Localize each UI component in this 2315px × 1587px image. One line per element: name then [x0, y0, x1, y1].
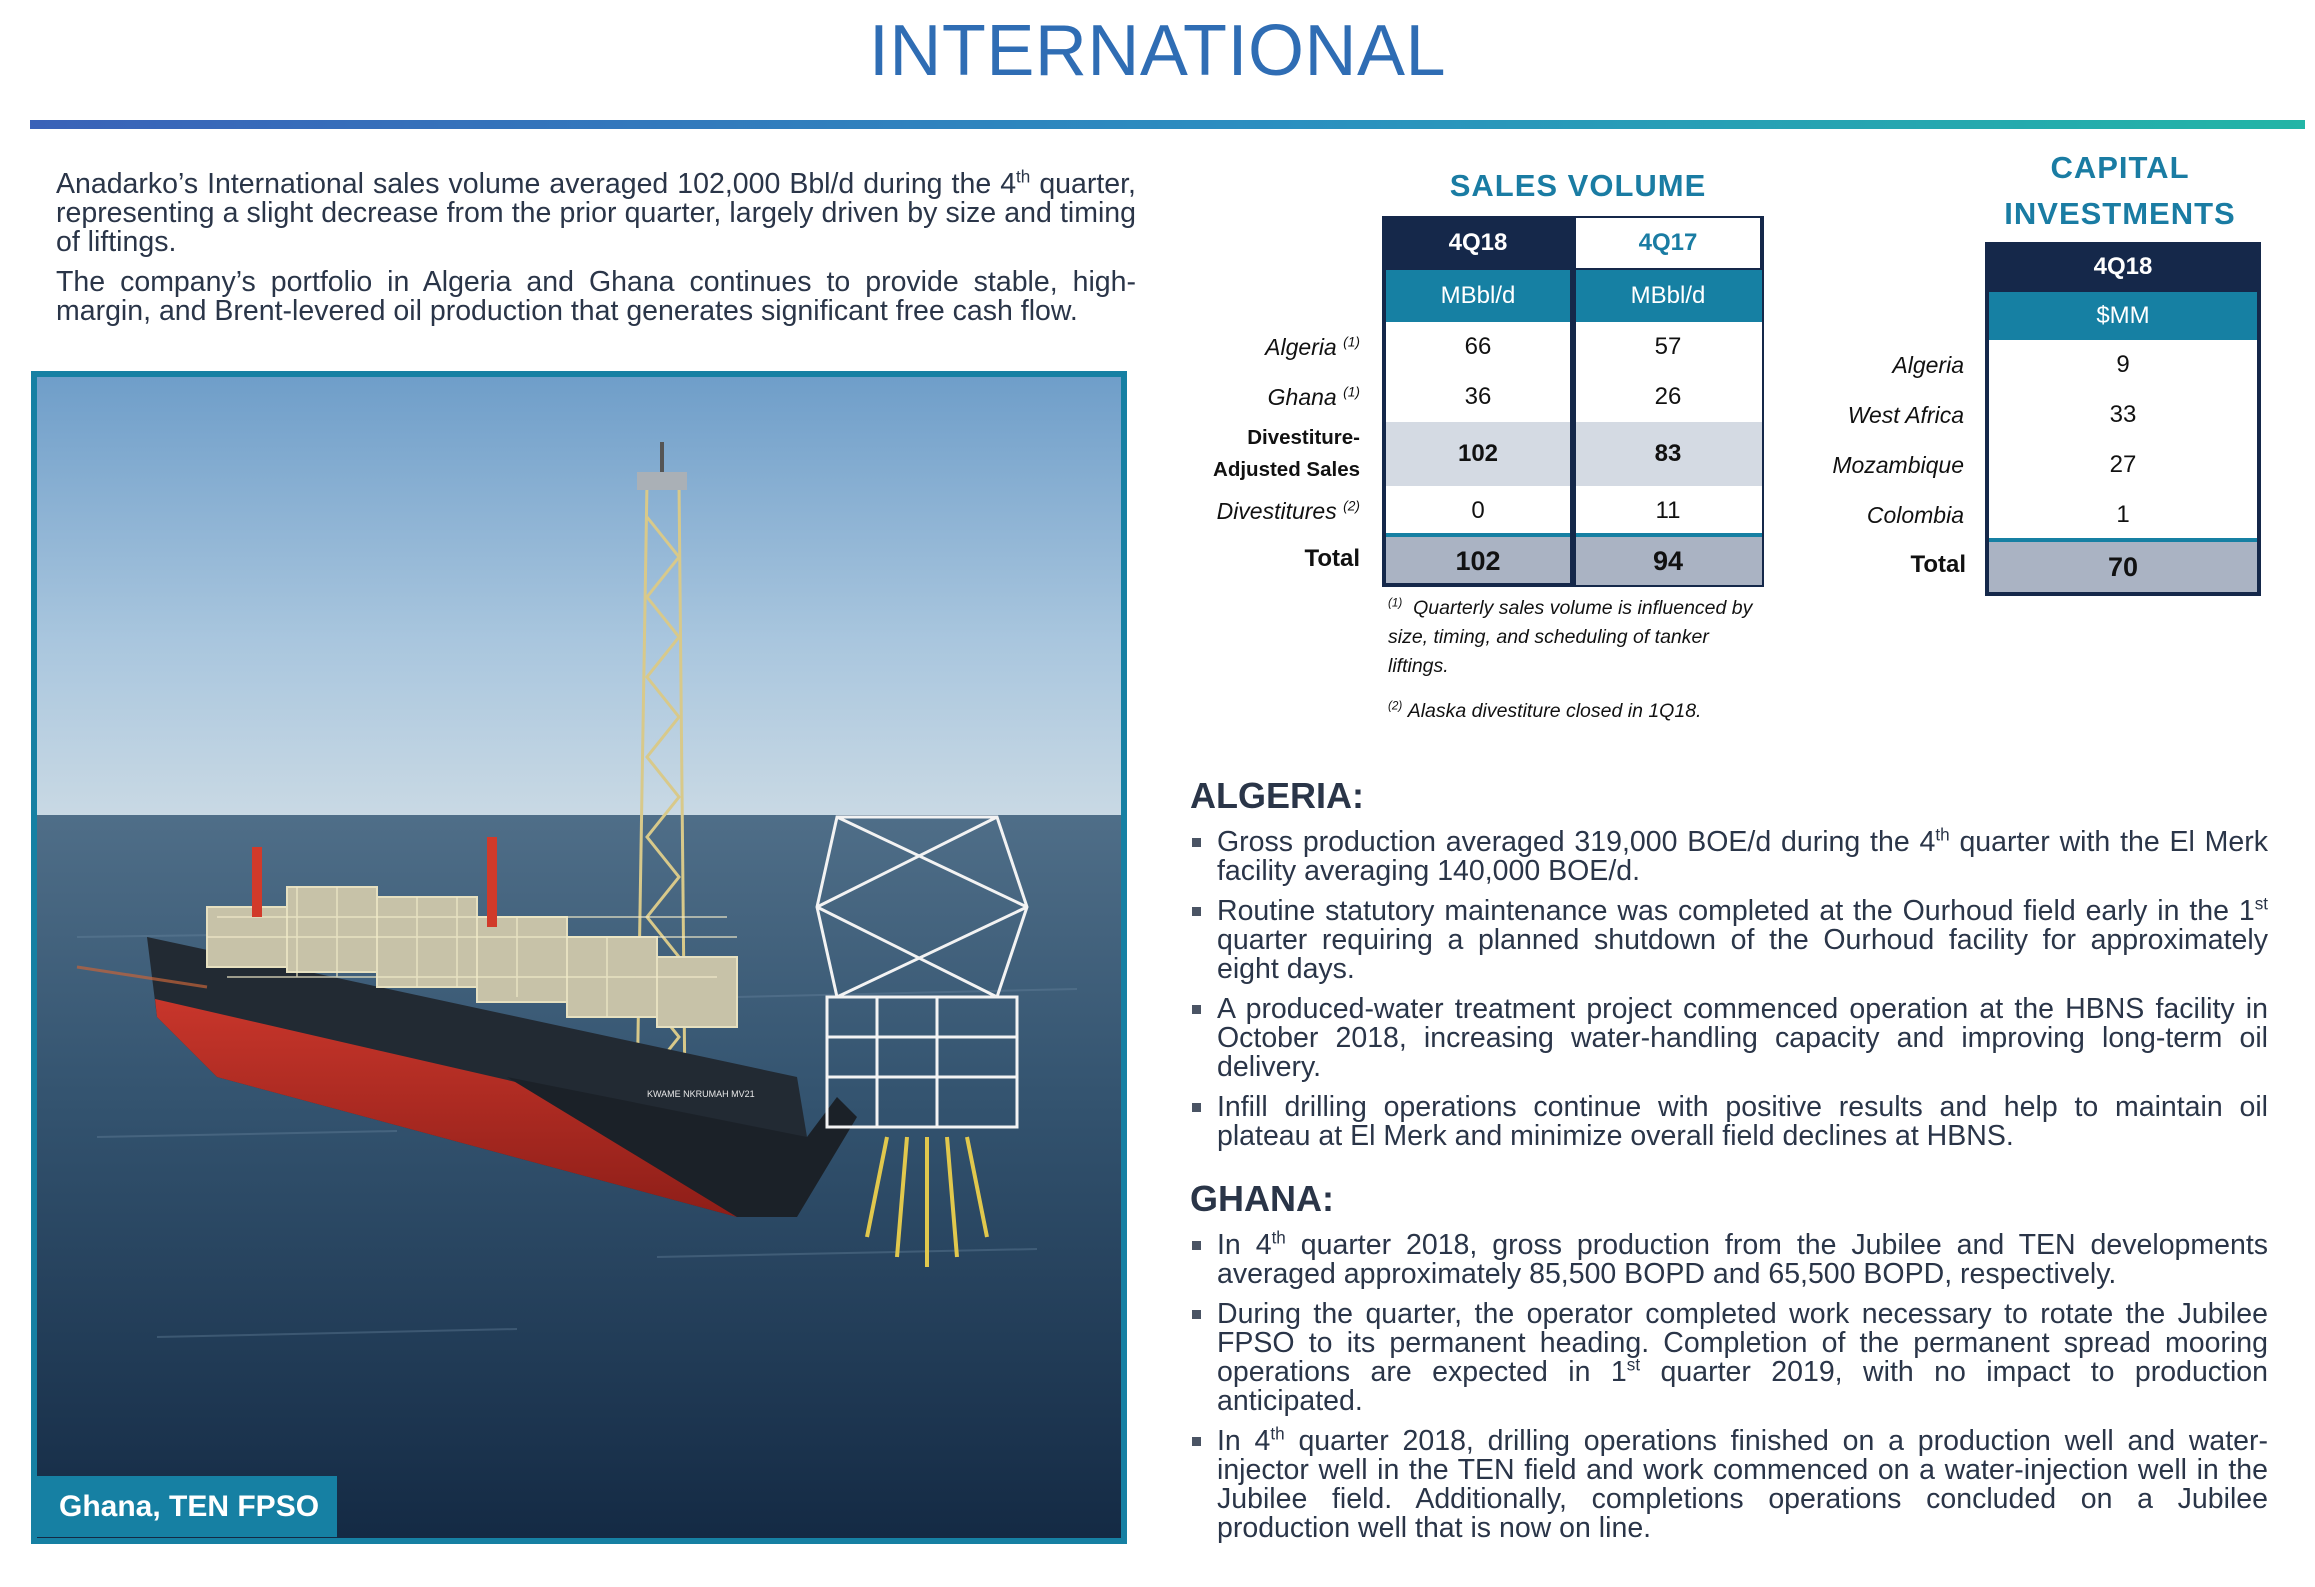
capital-total-label: Total	[1910, 551, 1966, 578]
list-item: Gross production averaged 319,000 BOE/d during the 4th quarter with the El Merk facility averaging 140,000 BOE/d.	[1190, 828, 2268, 886]
list-item: Infill drilling operations continue with positive results and help to maintain oil plateau at El Merk and minimize overall field declines at HBNS.	[1190, 1093, 2268, 1151]
capital-mozambique-value: 27	[2109, 451, 2137, 478]
sales-algeria-4q18: 66	[1464, 333, 1492, 360]
sales-col-header-4q18: 4Q18	[1384, 216, 1572, 270]
sales-total-4q18: 102	[1384, 537, 1572, 585]
list-item: In 4th quarter 2018, drilling operations finished on a production well and water-injector well in the TEN field and work commenced on a water-injection well in the Jubilee field. Additionally, completions operations concluded on a Jubilee production well that is now on line.	[1190, 1427, 2268, 1543]
sales-volume-title: SALES VOLUME	[1449, 168, 1707, 203]
capital-row-label-algeria: Algeria	[1892, 352, 1964, 378]
sales-divestitures-4q18: 0	[1471, 497, 1485, 524]
capital-row-label-west-africa: West Africa	[1847, 402, 1964, 428]
capital-row-label-colombia: Colombia	[1866, 502, 1964, 528]
sales-ghana-4q17: 26	[1654, 383, 1682, 410]
list-item: In 4th quarter 2018, gross production from the Jubilee and TEN developments averaged approximately 85,500 BOPD and 65,500 BOPD, respectively.	[1190, 1231, 2268, 1289]
capital-west-africa-value: 33	[2109, 401, 2137, 428]
sales-row-label-divestiture-adjusted: Divestiture- Adjusted Sales	[1213, 426, 1360, 481]
sales-adjusted-4q18: 102	[1384, 422, 1572, 486]
capital-algeria-value: 9	[2116, 351, 2130, 378]
footnote-2: $^{(2)}$ Alaska divestiture closed in 1Q18.	[1388, 699, 1702, 722]
sales-4q17-column-outline	[1574, 216, 1764, 587]
ghana-heading: GHANA:	[1190, 1178, 1334, 1219]
sales-unit-4q18: MBbl/d	[1384, 270, 1572, 322]
list-item: Routine statutory maintenance was completed at the Ourhoud field early in the 1st quarter requiring a planned shutdown of the Ourhoud facility for approximately eight days.	[1190, 897, 2268, 984]
list-item: A produced-water treatment project commenced operation at the HBNS facility in October 2018, increasing water-handling capacity and improving long-term oil delivery.	[1190, 995, 2268, 1082]
footnote-1: $^{(1)}$ Quarterly sales volume is influenced by size, timing, and scheduling of tanker liftings.	[1388, 596, 1753, 677]
capital-total-value: 70	[1989, 542, 2257, 592]
intro-text	[56, 167, 1136, 337]
sales-footnotes	[1388, 594, 1768, 742]
sales-row-label-ghana: Ghana $^{(1)}$	[1267, 384, 1360, 410]
sales-algeria-4q17: 57	[1654, 333, 1682, 360]
sales-ghana-4q18: 36	[1464, 383, 1492, 410]
capital-unit: $MM	[1989, 292, 2257, 340]
photo-caption: Ghana, TEN FPSO	[37, 1476, 337, 1537]
sales-adjusted-4q17: 83	[1574, 422, 1762, 486]
sales-total-4q17: 94	[1574, 537, 1762, 585]
capital-colombia-value: 1	[2116, 501, 2130, 528]
capital-column-outline	[1985, 242, 2261, 596]
algeria-heading: ALGERIA:	[1190, 775, 1364, 816]
sales-row-label-algeria: Algeria $^{(1)}$	[1265, 334, 1360, 360]
capital-col-header: 4Q18	[1989, 242, 2257, 292]
list-item: During the quarter, the operator completed work necessary to rotate the Jubilee FPSO to its permanent heading. Completion of the permanent spread mooring operations are expected in 1st quarter 2019, with no impact to production anticipated.	[1190, 1300, 2268, 1416]
capital-row-label-mozambique: Mozambique	[1832, 452, 1964, 478]
capital-investments-title: CAPITAL INVESTMENTS	[2004, 150, 2236, 231]
ghana-bullets	[1190, 1228, 2269, 1554]
sales-4q18-column-outline	[1382, 216, 1574, 587]
sales-divestitures-4q17: 11	[1655, 497, 1681, 524]
algeria-bullets	[1190, 825, 2268, 1162]
sales-row-label-divestitures: Divestitures $^{(2)}$	[1216, 498, 1360, 524]
sales-total-label: Total	[1304, 545, 1360, 572]
intro-paragraph-2: The company’s portfolio in Algeria and Ghana continues to provide stable, high-margin, and Brent-levered oil production that generates significant free cash flow.	[56, 266, 1136, 327]
fpso-photo	[31, 371, 1127, 1544]
title-divider	[30, 120, 2305, 129]
svg-text:KWAME NKRUMAH MV21: KWAME NKRUMAH MV21	[647, 1089, 755, 1099]
intro-paragraph-1: Anadarko’s International sales volume averaged 102,000 Bbl/d during the 4th quarter, representing a slight decrease from the prior quarter, largely driven by size and timing of liftings.	[56, 167, 1136, 258]
page-title: INTERNATIONAL	[868, 11, 1447, 91]
sales-col-header-4q17: 4Q17	[1574, 216, 1762, 270]
sales-unit-4q17: MBbl/d	[1574, 270, 1762, 322]
